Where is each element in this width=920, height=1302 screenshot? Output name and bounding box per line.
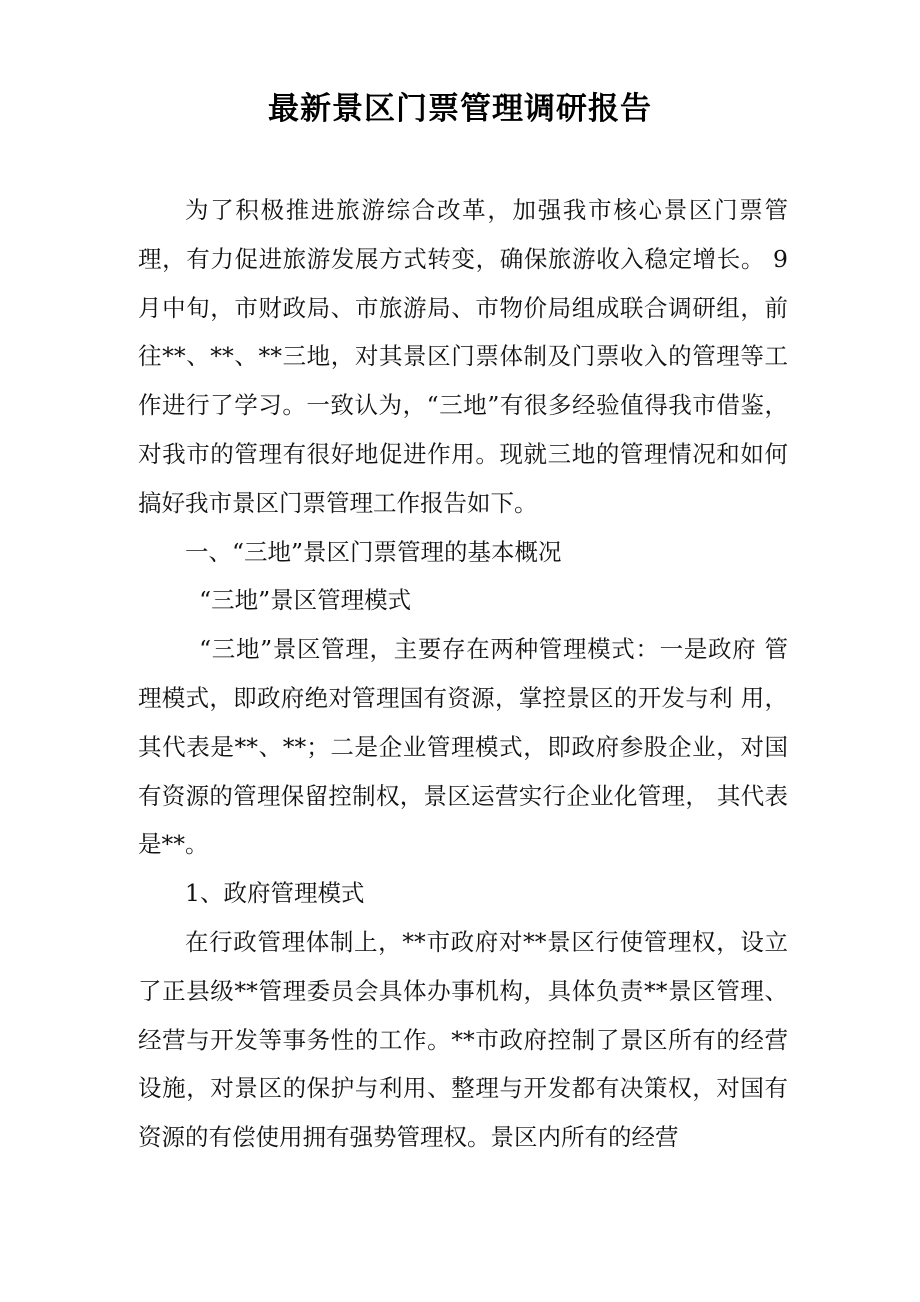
government-mode-heading: 1、政府管理模式 — [185, 879, 365, 908]
government-mode-paragraph: 在行政管理体制上，**市政府对**景区行使管理权，设立了正县级**管理委员会具体办事机构，具体负责**景区管理、经营与开发等事务性的工作。**市政府控制了景区所有的经营设施，对景区的保护与利用、整理与开发都有决策权，对国有资源的有偿使用拥有强势管理权。景区内所有的经营 — [138, 927, 788, 1152]
document-title: 最新景区门票管理调研报告 — [268, 91, 652, 127]
subsection-heading: “三地”景区管理模式 — [199, 586, 412, 615]
document-body — [138, 186, 788, 1162]
section-heading-1: 一、“三地”景区门票管理的基本概况 — [185, 537, 562, 566]
management-modes-paragraph: “三地”景区管理，主要存在两种管理模式：一是政府 管理模式，即政府绝对管理国有资源，掌控景区的开发与利 用，其代表是**、**；二是企业管理模式，即政府参股企业，对国有资源的管理保留控制权，景区运营实行企业化管理， 其代表是**。 — [138, 635, 788, 859]
intro-paragraph: 为了积极推进旅游综合改革，加强我市核心景区门票管理，有力促进旅游发展方式转变，确保旅游收入稳定增长。 9 月中旬，市财政局、市旅游局、市物价局组成联合调研组，前往**、**、**三地，对其景区门票体制及门票收入的管理等工作进行了学习。一致认为，“三地”有很多经验值得我市借鉴，对我市的管理有很好地促进作用。现就三地的管理情况和如何搞好我市景区门票管理工作报告如下。 — [138, 196, 788, 517]
